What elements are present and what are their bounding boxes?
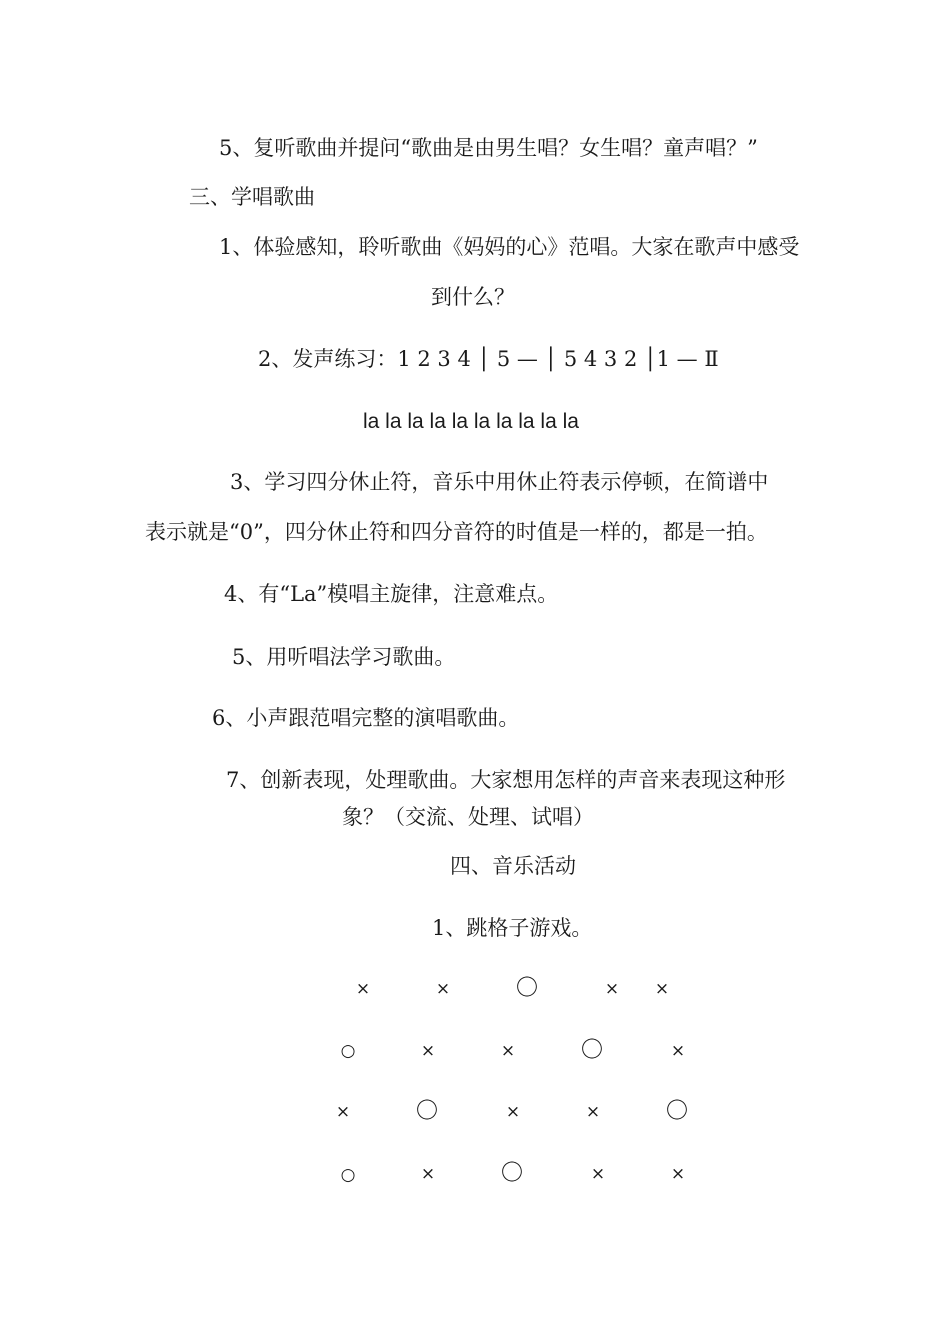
circle-mark: 〇: [665, 1099, 688, 1124]
section-heading: 四、音乐活动: [450, 854, 576, 878]
text-line: 4、有“La”模唱主旋律，注意难点。: [224, 582, 559, 606]
text-line: 1、跳格子游戏。: [432, 916, 593, 940]
cross-mark: ×: [654, 979, 670, 999]
circle-mark: 〇: [580, 1038, 603, 1063]
cross-mark: ×: [590, 1164, 606, 1184]
text-line: 象？（交流、处理、试唱）: [342, 805, 594, 829]
cross-mark: ×: [420, 1164, 436, 1184]
text-line: 6、小声跟范唱完整的演唱歌曲。: [212, 706, 520, 730]
circle-mark: ○: [340, 1165, 356, 1185]
text-line: 到什么？: [431, 285, 515, 309]
circle-mark: 〇: [515, 976, 538, 1001]
text-line: 表示就是“0”，四分休止符和四分音符的时值是一样的，都是一拍。: [145, 520, 768, 544]
vocal-exercise-lyrics: la la la la la la la la la la: [363, 410, 579, 433]
text-line: 7、创新表现，处理歌曲。大家想用怎样的声音来表现这种形: [226, 768, 786, 792]
cross-mark: ×: [604, 979, 620, 999]
cross-mark: ×: [435, 979, 451, 999]
cross-mark: ×: [670, 1041, 686, 1061]
cross-mark: ×: [500, 1041, 516, 1061]
circle-mark: 〇: [500, 1161, 523, 1186]
text-line: 5、复听歌曲并提问“歌曲是由男生唱？女生唱？童声唱？”: [219, 136, 758, 160]
cross-mark: ×: [335, 1102, 351, 1122]
cross-mark: ×: [420, 1041, 436, 1061]
vocal-exercise-notation: 2、发声练习：1 2 3 4 │ 5 — │ 5 4 3 2 │1 — Ⅱ: [258, 347, 719, 371]
cross-mark: ×: [670, 1164, 686, 1184]
cross-mark: ×: [355, 979, 371, 999]
text-line: 3、学习四分休止符，音乐中用休止符表示停顿，在简谱中: [230, 470, 769, 494]
text-line: 5、用听唱法学习歌曲。: [232, 645, 456, 669]
text-line: 1、体验感知，聆听歌曲《妈妈的心》范唱。大家在歌声中感受: [219, 235, 800, 259]
cross-mark: ×: [585, 1102, 601, 1122]
cross-mark: ×: [505, 1102, 521, 1122]
circle-mark: 〇: [415, 1099, 438, 1124]
section-heading: 三、学唱歌曲: [189, 185, 315, 209]
circle-mark: ○: [340, 1041, 356, 1061]
